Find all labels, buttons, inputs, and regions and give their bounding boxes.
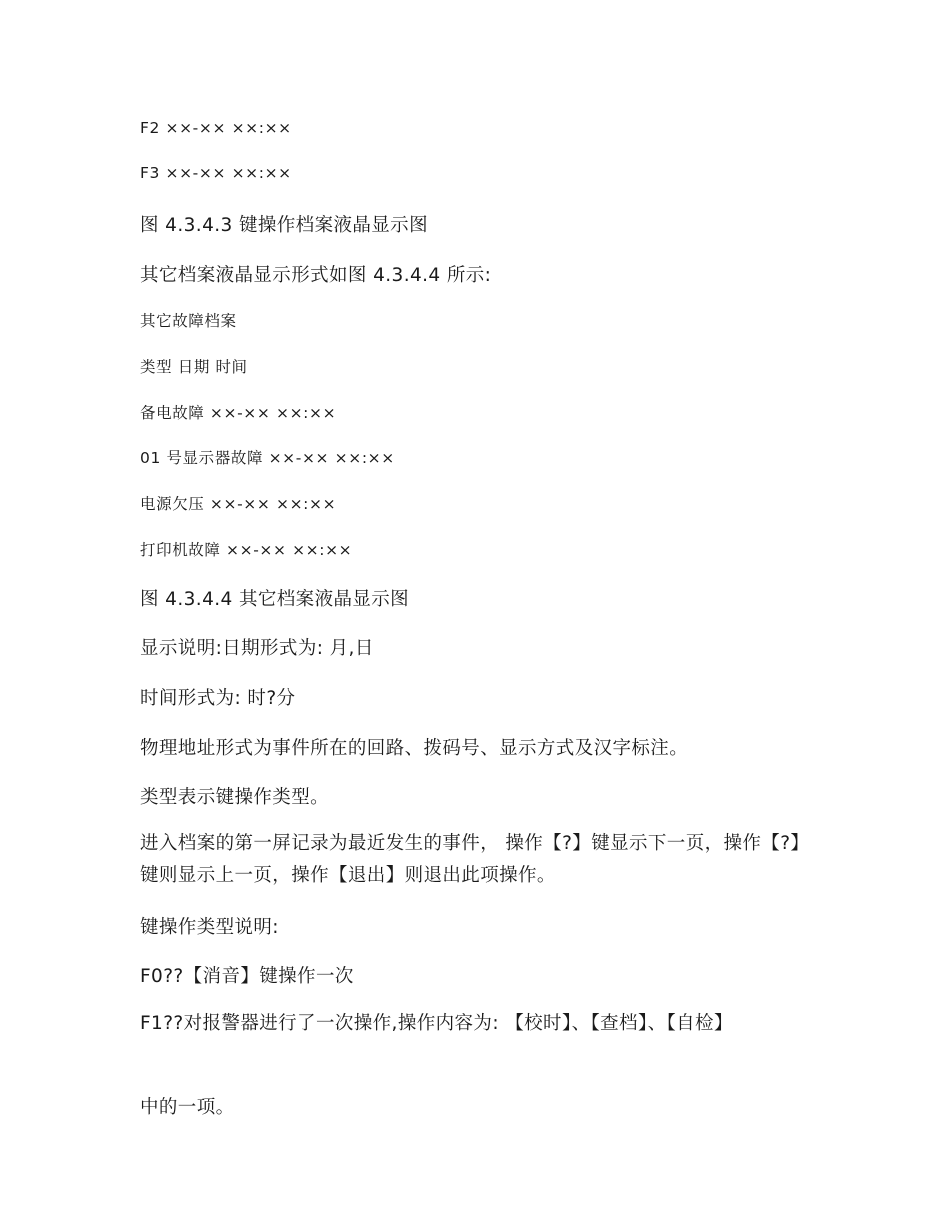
paragraph-intro: 其它档案液晶显示形式如图 4.3.4.4 所示:: [140, 265, 492, 286]
paragraph-f1: F1??对报警器进行了一次操作,操作内容为: 【校时】、【查档】、【自检】: [140, 1013, 733, 1034]
paragraph-address-format: 物理地址形式为事件所在的回路、拨码号、显示方式及汉字标注。: [140, 738, 689, 759]
figure-caption-4343: 图 4.3.4.3 键操作档案液晶显示图: [140, 215, 428, 236]
paragraph-f1-continued: 中的一项。: [140, 1097, 235, 1118]
lcd-row-display-fault: 01 号显示器故障 ××-×× ××:××: [140, 449, 395, 467]
figure-caption-4344: 图 4.3.4.4 其它档案液晶显示图: [140, 589, 410, 610]
paragraph-date-format: 显示说明:日期形式为: 月,日: [140, 638, 374, 659]
paragraph-navigation: 进入档案的第一屏记录为最近发生的事件， 操作【?】键显示下一页，操作【?】键则显示上一页，操作【退出】则退出此项操作。: [140, 833, 810, 886]
paragraph-time-format: 时间形式为: 时?分: [140, 688, 296, 709]
lcd-header-row: 类型 日期 时间: [140, 358, 248, 376]
lcd-title: 其它故障档案: [140, 312, 237, 330]
paragraph-type: 类型表示键操作类型。: [140, 787, 330, 808]
record-line-f3: F3 ××-×× ××:××: [140, 164, 292, 182]
lcd-row-backup-power: 备电故障 ××-×× ××:××: [140, 404, 337, 422]
paragraph-key-types-heading: 键操作类型说明:: [140, 917, 279, 938]
lcd-row-undervoltage: 电源欠压 ××-×× ××:××: [140, 495, 337, 513]
record-line-f2: F2 ××-×× ××:××: [140, 119, 292, 137]
lcd-row-printer-fault: 打印机故障 ××-×× ××:××: [140, 541, 353, 559]
paragraph-f0: F0??【消音】键操作一次: [140, 966, 354, 987]
